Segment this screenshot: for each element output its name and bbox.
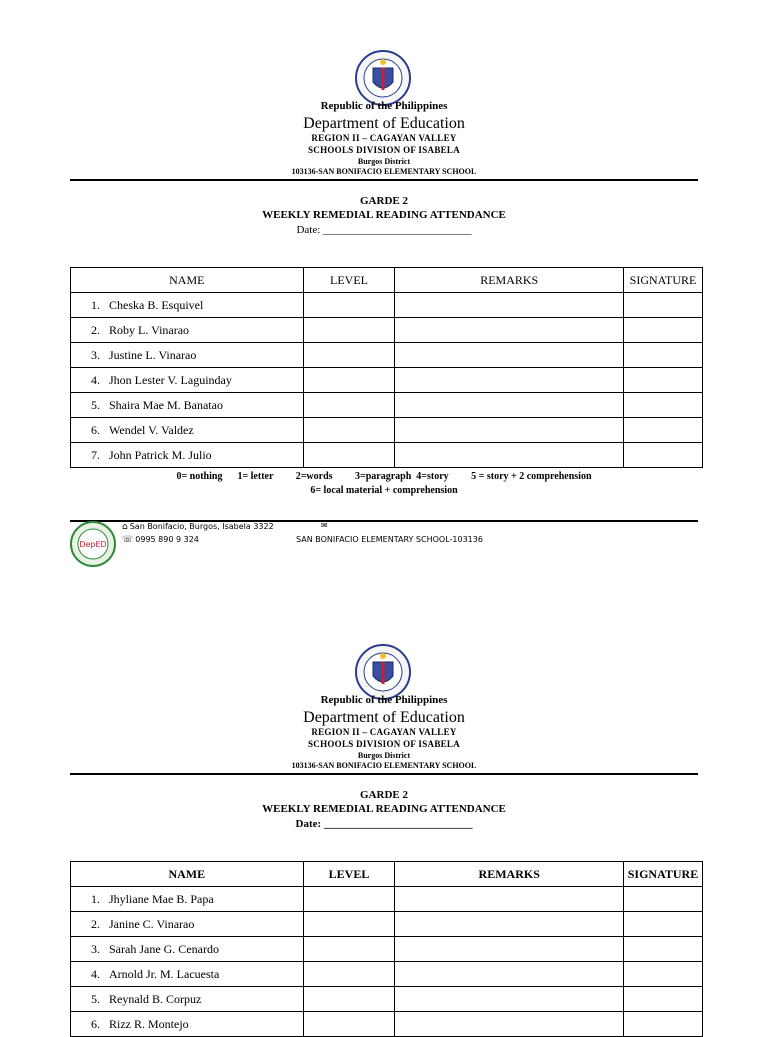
signature-cell[interactable] — [623, 962, 702, 987]
row-number: 1. — [91, 297, 100, 312]
student-name-cell — [71, 962, 304, 987]
remarks-cell[interactable] — [395, 912, 624, 937]
district-label: Burgos District — [357, 751, 411, 760]
signature-cell[interactable] — [623, 987, 702, 1012]
remarks-cell[interactable] — [395, 443, 624, 468]
remarks-cell[interactable] — [395, 368, 624, 393]
student-name: Jhon Lester V. Laguinday — [109, 372, 232, 387]
header-divider — [70, 773, 698, 775]
row-number: 1. — [91, 891, 100, 906]
row-number: 5. — [91, 397, 100, 412]
date-field: Date: ___________________________ — [295, 818, 473, 830]
student-name: Justine L. Vinarao — [109, 347, 197, 362]
grade-label: GARDE 2 — [360, 789, 408, 801]
table-row — [71, 962, 703, 987]
division-label: SCHOOLS DIVISION OF ISABELA — [307, 739, 461, 749]
student-name-cell — [71, 1012, 304, 1037]
student-name-cell — [71, 912, 304, 937]
school-label: 103136-SAN BONIFACIO ELEMENTARY SCHOOL — [291, 167, 477, 176]
phone-icon: ☏ — [122, 535, 134, 545]
division-label: SCHOOLS DIVISION OF ISABELA — [307, 145, 461, 155]
footer-address — [122, 522, 274, 532]
school-label: 103136-SAN BONIFACIO ELEMENTARY SCHOOL — [291, 761, 477, 770]
remarks-cell[interactable] — [395, 318, 624, 343]
table-row — [71, 443, 703, 468]
district-label: Burgos District — [357, 157, 411, 166]
header-divider — [70, 179, 698, 181]
level-cell[interactable] — [303, 393, 395, 418]
remarks-cell[interactable] — [395, 1012, 624, 1037]
level-legend-line-2: 6= local material + comprehension — [310, 485, 458, 496]
column-header-remarks: REMARKS — [395, 862, 624, 887]
student-name-cell — [71, 368, 304, 393]
footer-phone — [122, 535, 199, 545]
student-name-cell — [71, 393, 304, 418]
date-field: Date: ___________________________ — [296, 224, 472, 236]
deped-seal-icon — [355, 50, 411, 106]
remarks-cell[interactable] — [395, 343, 624, 368]
student-name-cell — [71, 887, 304, 912]
column-header-level: LEVEL — [303, 862, 395, 887]
student-name: Janine C. Vinarao — [109, 916, 195, 931]
signature-cell[interactable] — [624, 418, 703, 443]
address-text: San Bonifacio, Burgos, Isabela 3322 — [129, 522, 274, 531]
level-cell[interactable] — [303, 343, 395, 368]
remarks-cell[interactable] — [395, 293, 624, 318]
signature-cell[interactable] — [624, 318, 703, 343]
footer-school-email: SAN BONIFACIO ELEMENTARY SCHOOL-103136 — [296, 535, 483, 544]
row-number: 3. — [91, 347, 100, 362]
student-name: Reynald B. Corpuz — [109, 991, 202, 1006]
remarks-cell[interactable] — [395, 987, 624, 1012]
student-name: Sarah Jane G. Cenardo — [109, 941, 219, 956]
signature-cell[interactable] — [623, 937, 702, 962]
student-name-cell — [71, 293, 304, 318]
table-row — [71, 318, 703, 343]
logo-text: DepED — [79, 540, 107, 549]
deped-seal-icon — [355, 644, 411, 700]
region-label: REGION II – CAGAYAN VALLEY — [311, 727, 457, 737]
table-header-row — [71, 862, 703, 887]
student-name: John Patrick M. Julio — [109, 447, 212, 462]
level-cell[interactable] — [303, 912, 395, 937]
signature-cell[interactable] — [623, 1012, 702, 1037]
row-number: 3. — [91, 941, 100, 956]
student-name-cell — [71, 987, 304, 1012]
student-name-cell — [71, 418, 304, 443]
region-label: REGION II – CAGAYAN VALLEY — [311, 133, 457, 143]
remarks-cell[interactable] — [395, 393, 624, 418]
row-number: 5. — [91, 991, 100, 1006]
location-icon: ⌂ — [122, 522, 128, 532]
form-title: WEEKLY REMEDIAL READING ATTENDANCE — [262, 209, 506, 221]
student-name: Cheska B. Esquivel — [109, 297, 204, 312]
student-name: Jhyliane Mae B. Papa — [109, 891, 214, 906]
level-cell[interactable] — [303, 1012, 395, 1037]
row-number: 7. — [91, 447, 100, 462]
student-name: Roby L. Vinarao — [109, 322, 190, 337]
table-row — [71, 368, 703, 393]
table-row — [71, 393, 703, 418]
column-header-name: NAME — [71, 862, 304, 887]
row-number: 6. — [91, 422, 100, 437]
signature-cell[interactable] — [624, 368, 703, 393]
signature-cell[interactable] — [624, 443, 703, 468]
phone-text: 0995 890 9 324 — [135, 535, 199, 544]
signature-cell[interactable] — [624, 293, 703, 318]
level-cell[interactable] — [303, 887, 395, 912]
attendance-table — [70, 861, 703, 1037]
form-title: WEEKLY REMEDIAL READING ATTENDANCE — [262, 803, 506, 815]
remarks-cell[interactable] — [395, 962, 624, 987]
table-row — [71, 1012, 703, 1037]
student-name: Rizz R. Montejo — [109, 1016, 189, 1031]
student-name-cell — [71, 443, 304, 468]
table-row — [71, 293, 703, 318]
attendance-table — [70, 267, 703, 468]
row-number: 2. — [91, 322, 100, 337]
level-cell[interactable] — [303, 418, 395, 443]
department-title: Department of Education — [303, 709, 465, 726]
column-header-name: NAME — [71, 268, 304, 293]
level-cell[interactable] — [303, 987, 395, 1012]
school-logo-icon — [70, 521, 116, 567]
level-cell[interactable] — [303, 443, 395, 468]
grade-label: GARDE 2 — [360, 195, 408, 207]
table-row — [71, 937, 703, 962]
level-cell[interactable] — [303, 293, 395, 318]
table-row — [71, 987, 703, 1012]
level-cell[interactable] — [303, 318, 395, 343]
remarks-cell[interactable] — [395, 887, 624, 912]
column-header-signature: SIGNATURE — [623, 862, 702, 887]
student-name: Shaira Mae M. Banatao — [109, 397, 223, 412]
republic-label: Republic of the Philippines — [320, 694, 448, 706]
department-title: Department of Education — [303, 115, 465, 132]
row-number: 6. — [91, 1016, 100, 1031]
remarks-cell[interactable] — [395, 937, 624, 962]
column-header-signature: SIGNATURE — [624, 268, 703, 293]
row-number: 4. — [91, 372, 100, 387]
signature-cell[interactable] — [623, 887, 702, 912]
table-row — [71, 912, 703, 937]
level-cell[interactable] — [303, 962, 395, 987]
student-name-cell — [71, 343, 304, 368]
republic-label: Republic of the Philippines — [320, 100, 448, 112]
level-cell[interactable] — [303, 937, 395, 962]
signature-cell[interactable] — [624, 393, 703, 418]
row-number: 4. — [91, 966, 100, 981]
student-name: Arnold Jr. M. Lacuesta — [109, 966, 220, 981]
column-header-level: LEVEL — [303, 268, 395, 293]
table-row — [71, 887, 703, 912]
student-name-cell — [71, 937, 304, 962]
student-name: Wendel V. Valdez — [109, 422, 194, 437]
remarks-cell[interactable] — [395, 418, 624, 443]
signature-cell[interactable] — [623, 912, 702, 937]
level-legend-line-1: 0= nothing 1= letter 2=words 3=paragraph 4=story 5 = story + 2 comprehension — [176, 471, 592, 482]
table-header-row — [71, 268, 703, 293]
table-row — [71, 343, 703, 368]
row-number: 2. — [91, 916, 100, 931]
signature-cell[interactable] — [624, 343, 703, 368]
level-cell[interactable] — [303, 368, 395, 393]
mail-icon: ✉ — [321, 521, 328, 530]
table-row — [71, 418, 703, 443]
column-header-remarks: REMARKS — [395, 268, 624, 293]
student-name-cell — [71, 318, 304, 343]
